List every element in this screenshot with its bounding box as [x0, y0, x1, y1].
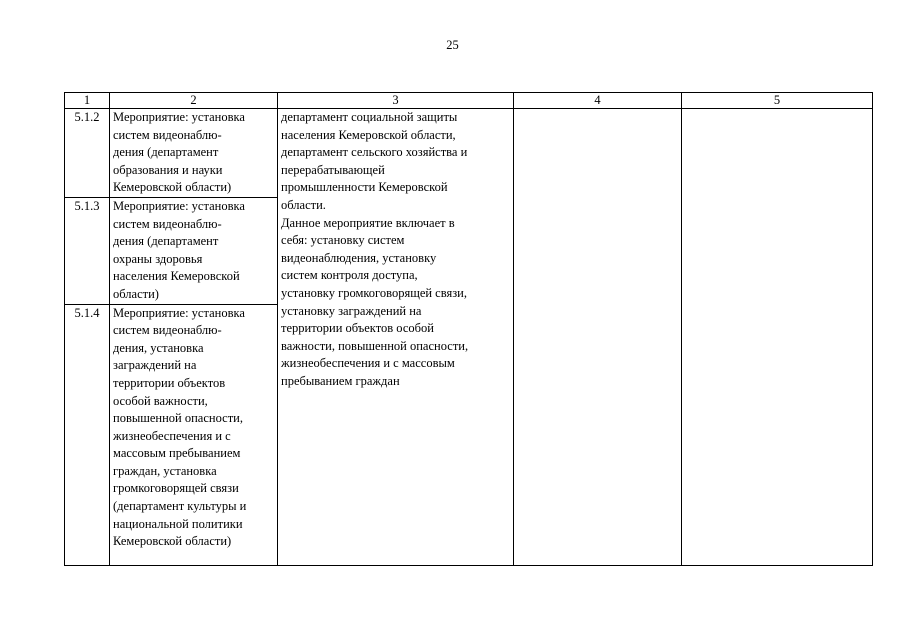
activities-table	[64, 92, 873, 566]
column-5-cell	[682, 109, 873, 566]
row-number: 5.1.4	[65, 304, 110, 565]
activity-description: Мероприятие: установка систем видеонаблю- дения (департамент охраны здоровья населения Кемеровской области)	[110, 197, 278, 304]
activity-description: Мероприятие: установка систем видеонаблю- дения (департамент образования и науки Кемеровской области)	[110, 109, 278, 198]
page-number: 25	[446, 38, 459, 52]
header-col-1: 1	[65, 93, 110, 109]
column-4-cell	[514, 109, 682, 566]
activity-description: Мероприятие: установка систем видеонаблю- дения, установка заграждений на территории объектов особой важности, повышенной опасности, жизнеобеспечения и с массовым пребыванием граждан, установка громкоговорящей связи (департамент культуры и национальной политики Кемеровской области)	[110, 304, 278, 565]
table-header-row	[65, 93, 873, 109]
table-row	[65, 109, 873, 198]
row-number: 5.1.2	[65, 109, 110, 198]
header-col-2: 2	[110, 93, 278, 109]
row-number: 5.1.3	[65, 197, 110, 304]
responsible-and-details: департамент социальной защиты населения Кемеровской области, департамент сельского хозяйства и перерабатывающей промышленности Кемеровской области. Данное мероприятие включает в себя: установку систем видеонаблюдения, установку систем контроля доступа, установку громкоговорящей связи, установку заграждений на территории объектов особой важности, повышенной опасности, жизнеобеспечения и с массовым пребыванием граждан	[278, 109, 514, 566]
header-col-4: 4	[514, 93, 682, 109]
header-col-3: 3	[278, 93, 514, 109]
header-col-5: 5	[682, 93, 873, 109]
